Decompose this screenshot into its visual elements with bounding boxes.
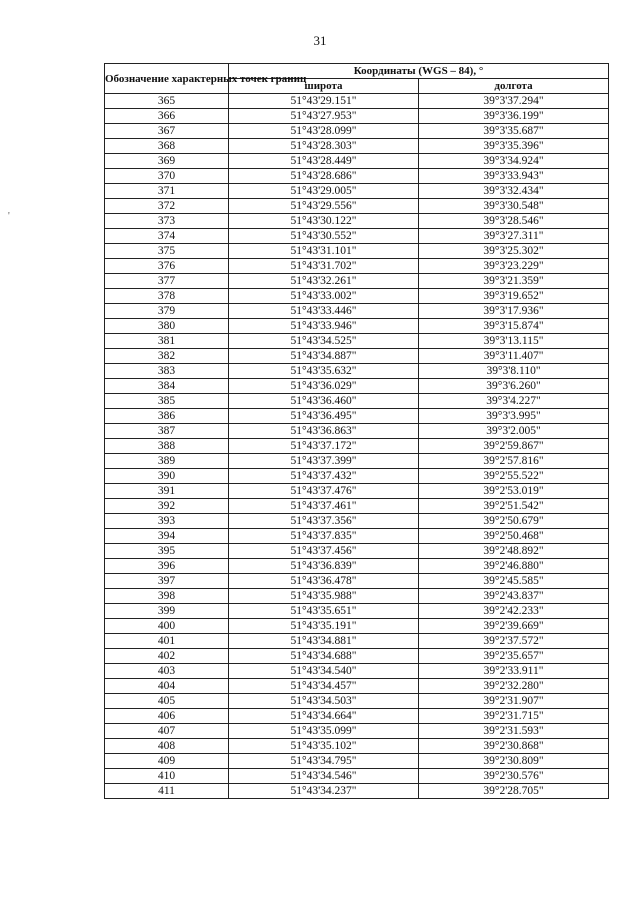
table-row bbox=[105, 214, 609, 229]
longitude-cell: 39°2'50.679" bbox=[419, 514, 609, 529]
point-number-cell: 401 bbox=[105, 634, 229, 649]
latitude-cell: 51°43'28.099" bbox=[229, 124, 419, 139]
longitude-cell: 39°2'57.816" bbox=[419, 454, 609, 469]
table-row bbox=[105, 739, 609, 754]
table-row bbox=[105, 94, 609, 109]
table-row bbox=[105, 229, 609, 244]
longitude-cell: 39°3'32.434" bbox=[419, 184, 609, 199]
longitude-cell: 39°2'45.585" bbox=[419, 574, 609, 589]
latitude-cell: 51°43'35.651" bbox=[229, 604, 419, 619]
table-row bbox=[105, 679, 609, 694]
table-row bbox=[105, 649, 609, 664]
page-number: 31 bbox=[313, 33, 327, 48]
longitude-cell: 39°2'30.868" bbox=[419, 739, 609, 754]
table-row bbox=[105, 769, 609, 784]
latitude-cell: 51°43'28.303" bbox=[229, 139, 419, 154]
point-number-cell: 398 bbox=[105, 589, 229, 604]
longitude-cell: 39°3'2.005" bbox=[419, 424, 609, 439]
table-row bbox=[105, 409, 609, 424]
point-number-cell: 378 bbox=[105, 289, 229, 304]
longitude-cell: 39°2'48.892" bbox=[419, 544, 609, 559]
latitude-cell: 51°43'34.881" bbox=[229, 634, 419, 649]
latitude-cell: 51°43'37.172" bbox=[229, 439, 419, 454]
point-number-cell: 379 bbox=[105, 304, 229, 319]
table-row bbox=[105, 319, 609, 334]
point-number-cell: 367 bbox=[105, 124, 229, 139]
longitude-cell: 39°3'28.546" bbox=[419, 214, 609, 229]
latitude-cell: 51°43'32.261" bbox=[229, 274, 419, 289]
longitude-cell: 39°2'35.657" bbox=[419, 649, 609, 664]
latitude-cell: 51°43'37.476" bbox=[229, 484, 419, 499]
table-body bbox=[105, 94, 609, 799]
margin-mark: ' bbox=[8, 211, 10, 222]
point-number-cell: 373 bbox=[105, 214, 229, 229]
longitude-cell: 39°2'59.867" bbox=[419, 439, 609, 454]
point-number-cell: 385 bbox=[105, 394, 229, 409]
longitude-cell: 39°3'34.924" bbox=[419, 154, 609, 169]
latitude-cell: 51°43'34.237" bbox=[229, 784, 419, 799]
table-row bbox=[105, 469, 609, 484]
point-number-cell: 376 bbox=[105, 259, 229, 274]
latitude-cell: 51°43'36.029" bbox=[229, 379, 419, 394]
longitude-cell: 39°3'35.396" bbox=[419, 139, 609, 154]
table-row bbox=[105, 349, 609, 364]
latitude-cell: 51°43'34.525" bbox=[229, 334, 419, 349]
table-row bbox=[105, 199, 609, 214]
table-row bbox=[105, 544, 609, 559]
table-row bbox=[105, 169, 609, 184]
table-row bbox=[105, 709, 609, 724]
table-row bbox=[105, 784, 609, 799]
longitude-cell: 39°3'6.260" bbox=[419, 379, 609, 394]
point-number-cell: 409 bbox=[105, 754, 229, 769]
point-number-cell: 372 bbox=[105, 199, 229, 214]
longitude-cell: 39°2'31.907" bbox=[419, 694, 609, 709]
point-number-cell: 375 bbox=[105, 244, 229, 259]
latitude-cell: 51°43'33.946" bbox=[229, 319, 419, 334]
latitude-cell: 51°43'35.988" bbox=[229, 589, 419, 604]
longitude-cell: 39°3'25.302" bbox=[419, 244, 609, 259]
latitude-cell: 51°43'28.686" bbox=[229, 169, 419, 184]
point-number-cell: 410 bbox=[105, 769, 229, 784]
longitude-cell: 39°3'17.936" bbox=[419, 304, 609, 319]
longitude-cell: 39°2'32.280" bbox=[419, 679, 609, 694]
latitude-cell: 51°43'29.556" bbox=[229, 199, 419, 214]
table-row bbox=[105, 559, 609, 574]
point-number-cell: 382 bbox=[105, 349, 229, 364]
point-number-cell: 368 bbox=[105, 139, 229, 154]
header-designation: Обозначение характерных точек границ bbox=[105, 64, 229, 94]
table-row bbox=[105, 304, 609, 319]
latitude-cell: 51°43'36.863" bbox=[229, 424, 419, 439]
point-number-cell: 380 bbox=[105, 319, 229, 334]
latitude-cell: 51°43'35.102" bbox=[229, 739, 419, 754]
longitude-cell: 39°3'30.548" bbox=[419, 199, 609, 214]
latitude-cell: 51°43'37.456" bbox=[229, 544, 419, 559]
longitude-cell: 39°3'36.199" bbox=[419, 109, 609, 124]
latitude-cell: 51°43'34.540" bbox=[229, 664, 419, 679]
point-number-cell: 383 bbox=[105, 364, 229, 379]
latitude-cell: 51°43'34.457" bbox=[229, 679, 419, 694]
point-number-cell: 389 bbox=[105, 454, 229, 469]
point-number-cell: 384 bbox=[105, 379, 229, 394]
longitude-cell: 39°2'50.468" bbox=[419, 529, 609, 544]
table-row bbox=[105, 364, 609, 379]
point-number-cell: 388 bbox=[105, 439, 229, 454]
coordinates-table bbox=[104, 63, 609, 799]
table-row bbox=[105, 754, 609, 769]
header-latitude: широта bbox=[229, 79, 419, 94]
latitude-cell: 51°43'35.191" bbox=[229, 619, 419, 634]
latitude-cell: 51°43'35.632" bbox=[229, 364, 419, 379]
table-row bbox=[105, 109, 609, 124]
longitude-cell: 39°2'55.522" bbox=[419, 469, 609, 484]
longitude-cell: 39°2'53.019" bbox=[419, 484, 609, 499]
latitude-cell: 51°43'36.478" bbox=[229, 574, 419, 589]
point-number-cell: 408 bbox=[105, 739, 229, 754]
latitude-cell: 51°43'35.099" bbox=[229, 724, 419, 739]
point-number-cell: 390 bbox=[105, 469, 229, 484]
longitude-cell: 39°3'21.359" bbox=[419, 274, 609, 289]
longitude-cell: 39°2'46.880" bbox=[419, 559, 609, 574]
point-number-cell: 371 bbox=[105, 184, 229, 199]
point-number-cell: 396 bbox=[105, 559, 229, 574]
latitude-cell: 51°43'37.835" bbox=[229, 529, 419, 544]
point-number-cell: 393 bbox=[105, 514, 229, 529]
longitude-cell: 39°2'31.715" bbox=[419, 709, 609, 724]
longitude-cell: 39°3'8.110" bbox=[419, 364, 609, 379]
point-number-cell: 387 bbox=[105, 424, 229, 439]
table-row bbox=[105, 574, 609, 589]
point-number-cell: 405 bbox=[105, 694, 229, 709]
longitude-cell: 39°2'30.809" bbox=[419, 754, 609, 769]
table-row bbox=[105, 514, 609, 529]
point-number-cell: 407 bbox=[105, 724, 229, 739]
latitude-cell: 51°43'34.795" bbox=[229, 754, 419, 769]
latitude-cell: 51°43'30.552" bbox=[229, 229, 419, 244]
latitude-cell: 51°43'36.460" bbox=[229, 394, 419, 409]
latitude-cell: 51°43'34.887" bbox=[229, 349, 419, 364]
longitude-cell: 39°2'30.576" bbox=[419, 769, 609, 784]
latitude-cell: 51°43'31.702" bbox=[229, 259, 419, 274]
latitude-cell: 51°43'34.664" bbox=[229, 709, 419, 724]
table-row bbox=[105, 499, 609, 514]
point-number-cell: 397 bbox=[105, 574, 229, 589]
point-number-cell: 404 bbox=[105, 679, 229, 694]
longitude-cell: 39°3'37.294" bbox=[419, 94, 609, 109]
table-row bbox=[105, 334, 609, 349]
point-number-cell: 386 bbox=[105, 409, 229, 424]
longitude-cell: 39°2'31.593" bbox=[419, 724, 609, 739]
table-row bbox=[105, 454, 609, 469]
table-row bbox=[105, 274, 609, 289]
table-header bbox=[105, 64, 609, 94]
table-row bbox=[105, 139, 609, 154]
latitude-cell: 51°43'34.503" bbox=[229, 694, 419, 709]
table-row bbox=[105, 724, 609, 739]
longitude-cell: 39°3'27.311" bbox=[419, 229, 609, 244]
point-number-cell: 402 bbox=[105, 649, 229, 664]
latitude-cell: 51°43'37.399" bbox=[229, 454, 419, 469]
table-row bbox=[105, 484, 609, 499]
longitude-cell: 39°2'33.911" bbox=[419, 664, 609, 679]
table-row bbox=[105, 289, 609, 304]
table-row bbox=[105, 604, 609, 619]
latitude-cell: 51°43'27.953" bbox=[229, 109, 419, 124]
point-number-cell: 370 bbox=[105, 169, 229, 184]
table-row bbox=[105, 439, 609, 454]
longitude-cell: 39°3'33.943" bbox=[419, 169, 609, 184]
longitude-cell: 39°3'11.407" bbox=[419, 349, 609, 364]
point-number-cell: 369 bbox=[105, 154, 229, 169]
point-number-cell: 394 bbox=[105, 529, 229, 544]
latitude-cell: 51°43'37.356" bbox=[229, 514, 419, 529]
table-row bbox=[105, 379, 609, 394]
table-row bbox=[105, 424, 609, 439]
header-longitude: долгота bbox=[419, 79, 609, 94]
table-row bbox=[105, 529, 609, 544]
point-number-cell: 377 bbox=[105, 274, 229, 289]
point-number-cell: 403 bbox=[105, 664, 229, 679]
longitude-cell: 39°2'42.233" bbox=[419, 604, 609, 619]
latitude-cell: 51°43'34.688" bbox=[229, 649, 419, 664]
point-number-cell: 400 bbox=[105, 619, 229, 634]
table-row bbox=[105, 154, 609, 169]
point-number-cell: 391 bbox=[105, 484, 229, 499]
latitude-cell: 51°43'37.432" bbox=[229, 469, 419, 484]
point-number-cell: 374 bbox=[105, 229, 229, 244]
point-number-cell: 381 bbox=[105, 334, 229, 349]
table-row bbox=[105, 664, 609, 679]
latitude-cell: 51°43'31.101" bbox=[229, 244, 419, 259]
table-row bbox=[105, 184, 609, 199]
latitude-cell: 51°43'28.449" bbox=[229, 154, 419, 169]
latitude-cell: 51°43'33.446" bbox=[229, 304, 419, 319]
latitude-cell: 51°43'34.546" bbox=[229, 769, 419, 784]
table-row bbox=[105, 619, 609, 634]
table-row bbox=[105, 694, 609, 709]
table-row bbox=[105, 124, 609, 139]
latitude-cell: 51°43'29.005" bbox=[229, 184, 419, 199]
longitude-cell: 39°3'35.687" bbox=[419, 124, 609, 139]
longitude-cell: 39°3'3.995" bbox=[419, 409, 609, 424]
longitude-cell: 39°2'39.669" bbox=[419, 619, 609, 634]
latitude-cell: 51°43'37.461" bbox=[229, 499, 419, 514]
longitude-cell: 39°3'19.652" bbox=[419, 289, 609, 304]
table-row bbox=[105, 259, 609, 274]
longitude-cell: 39°2'43.837" bbox=[419, 589, 609, 604]
latitude-cell: 51°43'30.122" bbox=[229, 214, 419, 229]
table-row bbox=[105, 634, 609, 649]
latitude-cell: 51°43'33.002" bbox=[229, 289, 419, 304]
longitude-cell: 39°2'37.572" bbox=[419, 634, 609, 649]
longitude-cell: 39°3'4.227" bbox=[419, 394, 609, 409]
longitude-cell: 39°2'51.542" bbox=[419, 499, 609, 514]
point-number-cell: 392 bbox=[105, 499, 229, 514]
point-number-cell: 411 bbox=[105, 784, 229, 799]
latitude-cell: 51°43'36.839" bbox=[229, 559, 419, 574]
point-number-cell: 399 bbox=[105, 604, 229, 619]
point-number-cell: 395 bbox=[105, 544, 229, 559]
header-coordinates: Координаты (WGS – 84), ° bbox=[229, 64, 609, 79]
longitude-cell: 39°3'15.874" bbox=[419, 319, 609, 334]
latitude-cell: 51°43'29.151" bbox=[229, 94, 419, 109]
latitude-cell: 51°43'36.495" bbox=[229, 409, 419, 424]
longitude-cell: 39°2'28.705" bbox=[419, 784, 609, 799]
longitude-cell: 39°3'23.229" bbox=[419, 259, 609, 274]
point-number-cell: 406 bbox=[105, 709, 229, 724]
table-row bbox=[105, 589, 609, 604]
longitude-cell: 39°3'13.115" bbox=[419, 334, 609, 349]
point-number-cell: 366 bbox=[105, 109, 229, 124]
point-number-cell: 365 bbox=[105, 94, 229, 109]
table-row bbox=[105, 244, 609, 259]
table-row bbox=[105, 394, 609, 409]
